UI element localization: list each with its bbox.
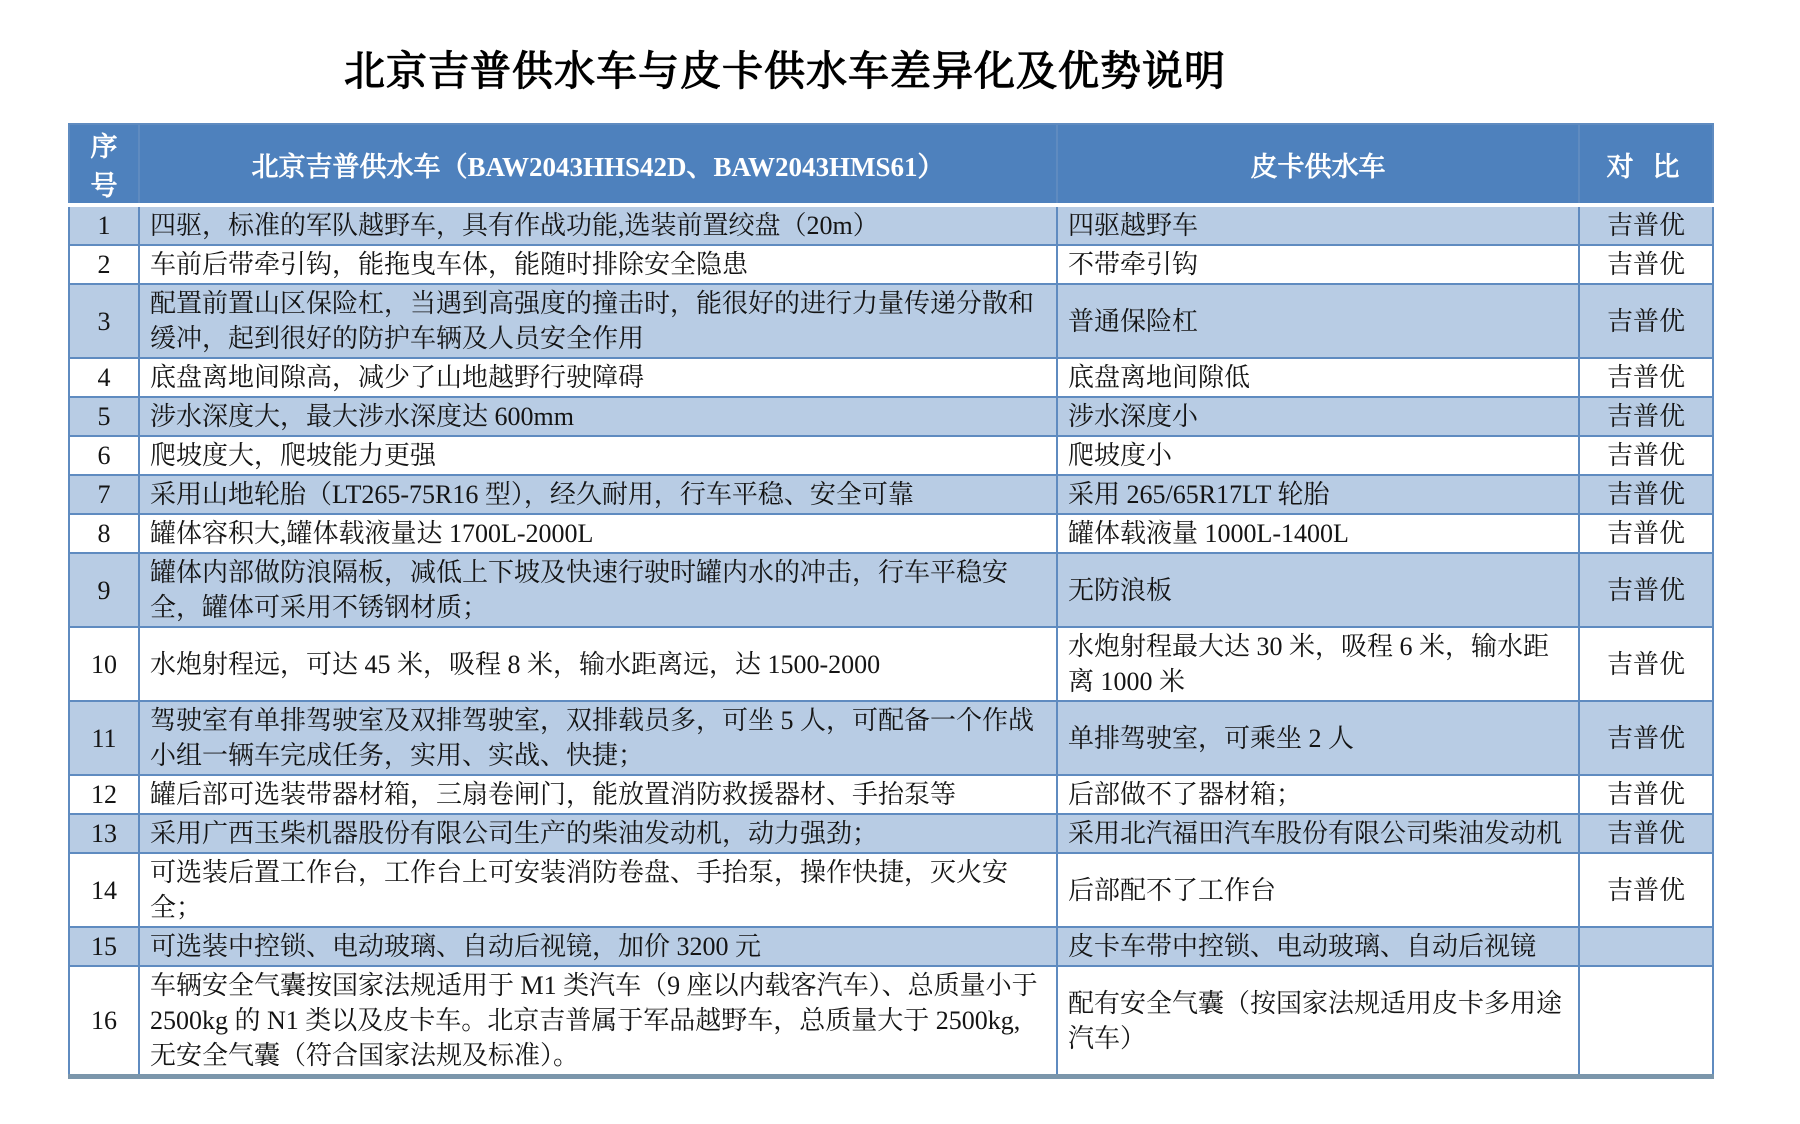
- cell-pickup-feature: 涉水深度小: [1057, 397, 1579, 436]
- header-row: [69, 124, 1713, 205]
- cell-pickup-feature: 四驱越野车: [1057, 205, 1579, 245]
- cell-jeep-feature: 底盘离地间隙高，减少了山地越野行驶障碍: [139, 358, 1057, 397]
- cell-row-number: 5: [69, 397, 139, 436]
- table-header: [69, 124, 1713, 205]
- cell-row-number: 3: [69, 284, 139, 358]
- table-row: [69, 814, 1713, 853]
- col-header-pickup: 皮卡供水车: [1057, 124, 1579, 205]
- table-row: [69, 205, 1713, 245]
- table-row: [69, 436, 1713, 475]
- table-row: [69, 284, 1713, 358]
- cell-jeep-feature: 涉水深度大，最大涉水深度达 600mm: [139, 397, 1057, 436]
- cell-pickup-feature: 普通保险杠: [1057, 284, 1579, 358]
- cell-pickup-feature: 水炮射程最大达 30 米，吸程 6 米，输水距离 1000 米: [1057, 627, 1579, 701]
- table-row: [69, 397, 1713, 436]
- cell-jeep-feature: 四驱，标准的军队越野车，具有作战功能,选装前置绞盘（20m）: [139, 205, 1057, 245]
- cell-pickup-feature: 采用 265/65R17LT 轮胎: [1057, 475, 1579, 514]
- table-row: [69, 358, 1713, 397]
- col-header-compare: 对 比: [1579, 124, 1713, 205]
- cell-jeep-feature: 罐体内部做防浪隔板，减低上下坡及快速行驶时罐内水的冲击，行车平稳安全，罐体可采用不锈钢材质；: [139, 553, 1057, 627]
- cell-jeep-feature: 水炮射程远，可达 45 米，吸程 8 米，输水距离远，达 1500-2000: [139, 627, 1057, 701]
- cell-jeep-feature: 罐后部可选装带器材箱，三扇卷闸门，能放置消防救援器材、手抬泵等: [139, 775, 1057, 814]
- cell-compare-result: 吉普优: [1579, 853, 1713, 927]
- cell-row-number: 14: [69, 853, 139, 927]
- cell-pickup-feature: 无防浪板: [1057, 553, 1579, 627]
- cell-row-number: 6: [69, 436, 139, 475]
- page-title: 北京吉普供水车与皮卡供水车差异化及优势说明: [344, 48, 1226, 94]
- comparison-table: [68, 123, 1714, 1079]
- cell-compare-result: 吉普优: [1579, 553, 1713, 627]
- cell-compare-result: 吉普优: [1579, 701, 1713, 775]
- cell-compare-result: 吉普优: [1579, 358, 1713, 397]
- col-header-jeep: 北京吉普供水车（BAW2043HHS42D、BAW2043HMS61）: [139, 124, 1057, 205]
- cell-row-number: 8: [69, 514, 139, 553]
- cell-pickup-feature: 单排驾驶室，可乘坐 2 人: [1057, 701, 1579, 775]
- cell-compare-result: 吉普优: [1579, 436, 1713, 475]
- cell-pickup-feature: 配有安全气囊（按国家法规适用皮卡多用途汽车）: [1057, 966, 1579, 1077]
- cell-pickup-feature: 不带牵引钩: [1057, 245, 1579, 284]
- cell-jeep-feature: 车辆安全气囊按国家法规适用于 M1 类汽车（9 座以内载客汽车）、总质量小于 2500kg 的 N1 类以及皮卡车。北京吉普属于军品越野车，总质量大于 2500kg,无安全气囊（符合国家法规及标准）。: [139, 966, 1057, 1077]
- cell-jeep-feature: 爬坡度大，爬坡能力更强: [139, 436, 1057, 475]
- cell-row-number: 16: [69, 966, 139, 1077]
- cell-row-number: 7: [69, 475, 139, 514]
- cell-row-number: 11: [69, 701, 139, 775]
- cell-compare-result: 吉普优: [1579, 205, 1713, 245]
- cell-jeep-feature: 车前后带牵引钩，能拖曳车体，能随时排除安全隐患: [139, 245, 1057, 284]
- table-row: [69, 966, 1713, 1077]
- cell-compare-result: [1579, 966, 1713, 1077]
- cell-pickup-feature: 底盘离地间隙低: [1057, 358, 1579, 397]
- cell-pickup-feature: 爬坡度小: [1057, 436, 1579, 475]
- cell-row-number: 12: [69, 775, 139, 814]
- table-row: [69, 701, 1713, 775]
- table-row: [69, 927, 1713, 966]
- cell-row-number: 1: [69, 205, 139, 245]
- table-body: [69, 205, 1713, 1077]
- cell-row-number: 2: [69, 245, 139, 284]
- cell-jeep-feature: 配置前置山区保险杠，当遇到高强度的撞击时，能很好的进行力量传递分散和缓冲，起到很好的防护车辆及人员安全作用: [139, 284, 1057, 358]
- cell-row-number: 4: [69, 358, 139, 397]
- table-row: [69, 553, 1713, 627]
- cell-compare-result: 吉普优: [1579, 245, 1713, 284]
- table-row: [69, 853, 1713, 927]
- cell-compare-result: 吉普优: [1579, 284, 1713, 358]
- cell-row-number: 9: [69, 553, 139, 627]
- cell-jeep-feature: 驾驶室有单排驾驶室及双排驾驶室，双排载员多，可坐 5 人，可配备一个作战小组一辆车完成任务，实用、实战、快捷；: [139, 701, 1057, 775]
- table-row: [69, 245, 1713, 284]
- cell-jeep-feature: 可选装中控锁、电动玻璃、自动后视镜，加价 3200 元: [139, 927, 1057, 966]
- cell-jeep-feature: 采用山地轮胎（LT265-75R16 型），经久耐用，行车平稳、安全可靠: [139, 475, 1057, 514]
- cell-pickup-feature: 采用北汽福田汽车股份有限公司柴油发动机: [1057, 814, 1579, 853]
- cell-jeep-feature: 可选装后置工作台，工作台上可安装消防卷盘、手抬泵，操作快捷，灭火安全；: [139, 853, 1057, 927]
- cell-compare-result: 吉普优: [1579, 814, 1713, 853]
- cell-pickup-feature: 罐体载液量 1000L-1400L: [1057, 514, 1579, 553]
- table-row: [69, 475, 1713, 514]
- cell-compare-result: 吉普优: [1579, 475, 1713, 514]
- cell-compare-result: 吉普优: [1579, 514, 1713, 553]
- cell-row-number: 13: [69, 814, 139, 853]
- table-row: [69, 627, 1713, 701]
- cell-compare-result: [1579, 927, 1713, 966]
- cell-compare-result: 吉普优: [1579, 627, 1713, 701]
- cell-row-number: 15: [69, 927, 139, 966]
- cell-pickup-feature: 皮卡车带中控锁、电动玻璃、自动后视镜: [1057, 927, 1579, 966]
- cell-pickup-feature: 后部做不了器材箱；: [1057, 775, 1579, 814]
- table-row: [69, 514, 1713, 553]
- cell-compare-result: 吉普优: [1579, 775, 1713, 814]
- cell-pickup-feature: 后部配不了工作台: [1057, 853, 1579, 927]
- cell-row-number: 10: [69, 627, 139, 701]
- cell-compare-result: 吉普优: [1579, 397, 1713, 436]
- cell-jeep-feature: 采用广西玉柴机器股份有限公司生产的柴油发动机，动力强劲；: [139, 814, 1057, 853]
- table-row: [69, 775, 1713, 814]
- col-header-no: 序号: [69, 124, 139, 205]
- cell-jeep-feature: 罐体容积大,罐体载液量达 1700L-2000L: [139, 514, 1057, 553]
